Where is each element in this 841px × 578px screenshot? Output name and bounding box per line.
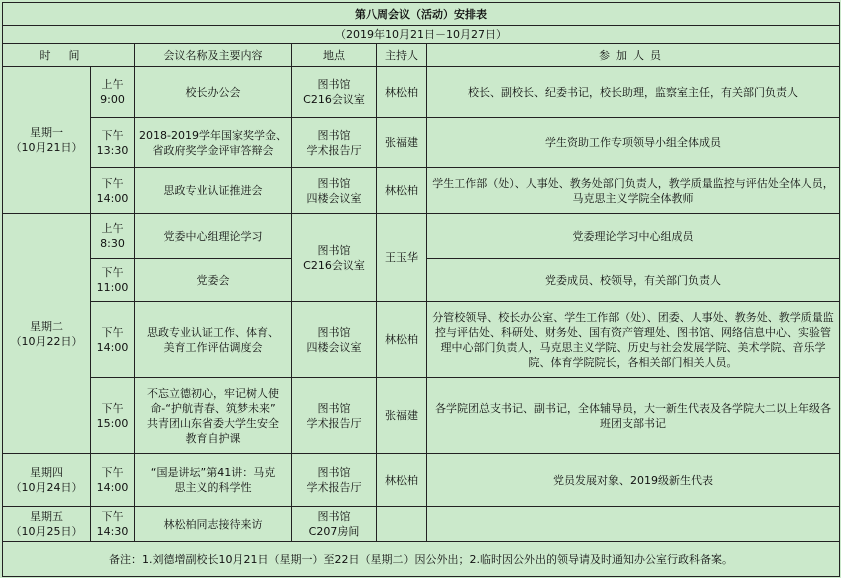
time: 8:30 bbox=[100, 237, 125, 250]
day-date: （10月24日） bbox=[10, 481, 83, 494]
location-line: 图书馆 bbox=[317, 176, 351, 190]
attendees-cell: 党委理论学习中心组成员 bbox=[427, 214, 840, 259]
header-location: 地点 bbox=[292, 44, 377, 67]
period: 上午 bbox=[101, 222, 124, 235]
period: 下午 bbox=[101, 325, 124, 339]
meeting-line: 省政府奖学金评审答辩会 bbox=[152, 143, 274, 157]
location-line: 学术报告厅 bbox=[306, 416, 362, 430]
table-row bbox=[3, 118, 840, 168]
header-time: 时间 bbox=[3, 44, 135, 67]
meeting-line: 思政专业认证推进会 bbox=[163, 184, 263, 197]
location-line: 四楼会议室 bbox=[306, 191, 362, 205]
meeting-line: 美育工作评估调度会 bbox=[163, 340, 263, 354]
time-cell bbox=[91, 168, 135, 214]
location-line: C216会议室 bbox=[303, 93, 365, 106]
time: 14:30 bbox=[96, 525, 129, 538]
period: 下午 bbox=[101, 466, 124, 479]
table-row bbox=[3, 454, 840, 507]
table-row bbox=[3, 214, 840, 259]
location-cell bbox=[292, 507, 377, 542]
meeting-cell bbox=[135, 259, 292, 302]
location-line: 图书馆 bbox=[317, 401, 351, 415]
time-cell bbox=[91, 454, 135, 507]
day-date: （10月21日） bbox=[10, 141, 83, 154]
attendees-cell: 校长、副校长、纪委书记，校长助理，监察室主任，有关部门负责人 bbox=[427, 67, 840, 118]
period: 上午 bbox=[101, 78, 124, 91]
host-cell: 林松柏 bbox=[377, 168, 427, 214]
meeting-cell bbox=[135, 214, 292, 259]
period: 下午 bbox=[101, 176, 124, 190]
time-cell bbox=[91, 214, 135, 259]
time-cell bbox=[91, 378, 135, 454]
meeting-cell bbox=[135, 67, 292, 118]
time-cell bbox=[91, 67, 135, 118]
table-row bbox=[3, 378, 840, 454]
day-cell bbox=[3, 454, 91, 507]
host-cell: 张福建 bbox=[377, 378, 427, 454]
location-line: 学术报告厅 bbox=[306, 143, 362, 157]
location-line: C216会议室 bbox=[303, 258, 365, 272]
meeting-line: 林松柏同志接待来访 bbox=[163, 517, 263, 531]
meeting-line: 共青团山东省委大学生安全 bbox=[147, 416, 279, 430]
location-line: 图书馆 bbox=[317, 510, 351, 523]
location-cell bbox=[292, 454, 377, 507]
location-line: 图书馆 bbox=[317, 325, 351, 339]
day-name: 星期四 bbox=[30, 466, 63, 479]
day-cell bbox=[3, 214, 91, 454]
page-title: 第八周会议（活动）安排表 bbox=[3, 3, 840, 26]
meeting-line: 思政专业认证工作、体育、 bbox=[147, 325, 279, 339]
period: 下午 bbox=[101, 128, 124, 142]
location-cell bbox=[292, 118, 377, 168]
location-line: 四楼会议室 bbox=[306, 340, 362, 354]
day-cell bbox=[3, 507, 91, 542]
location-cell bbox=[292, 302, 377, 378]
period: 下午 bbox=[101, 510, 124, 523]
meeting-cell bbox=[135, 454, 292, 507]
time: 9:00 bbox=[100, 93, 125, 106]
location-cell bbox=[292, 378, 377, 454]
header-host: 主持人 bbox=[377, 44, 427, 67]
time: 11:00 bbox=[96, 281, 129, 294]
table-row bbox=[3, 168, 840, 214]
schedule-table bbox=[2, 2, 840, 577]
meeting-line: 党委会 bbox=[196, 273, 230, 287]
header-row bbox=[3, 44, 840, 67]
day-cell bbox=[3, 67, 91, 214]
day-date: （10月22日） bbox=[10, 334, 83, 348]
meeting-cell bbox=[135, 118, 292, 168]
location-line: C207房间 bbox=[308, 525, 360, 538]
time: 14:00 bbox=[96, 481, 129, 494]
time-cell bbox=[91, 302, 135, 378]
day-name: 星期一 bbox=[30, 126, 63, 139]
host-cell: 林松柏 bbox=[377, 302, 427, 378]
meeting-cell bbox=[135, 378, 292, 454]
location-cell bbox=[292, 67, 377, 118]
meeting-line: 教育自护课 bbox=[185, 431, 241, 445]
meeting-line: 命-“护航青春、筑梦未来” bbox=[150, 401, 276, 415]
location-line: 学术报告厅 bbox=[306, 481, 362, 494]
meeting-cell bbox=[135, 168, 292, 214]
footnote: 备注：1.刘德增副校长10月21日（星期一）至22日（星期二）因公外出；2.临时因公外出的领导请及时通知办公室行政科备案。 bbox=[3, 542, 840, 577]
attendees-cell: 学生工作部（处）、人事处、教务处部门负责人，教学质量监控与评估处全体人员，马克思主义学院全体教师 bbox=[427, 168, 840, 214]
header-attendees: 参加人员 bbox=[427, 44, 840, 67]
day-date: （10月25日） bbox=[10, 525, 83, 538]
location-line: 图书馆 bbox=[317, 243, 351, 257]
period: 下午 bbox=[101, 266, 124, 279]
meeting-line: “国是讲坛”第41讲：马克 bbox=[150, 466, 276, 479]
meeting-line: 党委中心组理论学习 bbox=[163, 229, 263, 243]
attendees-cell: 党委成员、校领导，有关部门负责人 bbox=[427, 259, 840, 302]
meeting-cell bbox=[135, 507, 292, 542]
day-name: 星期二 bbox=[30, 319, 63, 333]
time-cell bbox=[91, 118, 135, 168]
time: 13:30 bbox=[96, 143, 129, 157]
attendees-cell: 分管校领导、校长办公室、学生工作部（处）、团委、人事处、教务处、教学质量监控与评估处、科研处、财务处、国有资产管理处、图书馆、网络信息中心、实验管理中心部门负责人，马克思主义学院、历史与社会发展学院、美术学院、音乐学院、体育学院院长，各相关部门相关人员。 bbox=[427, 302, 840, 378]
table-row bbox=[3, 507, 840, 542]
time-cell bbox=[91, 507, 135, 542]
meeting-line: 思主义的科学性 bbox=[174, 481, 252, 494]
host-cell: 张福建 bbox=[377, 118, 427, 168]
time: 15:00 bbox=[96, 416, 129, 430]
location-cell bbox=[292, 214, 377, 302]
meeting-line: 校长办公会 bbox=[185, 85, 241, 99]
day-name: 星期五 bbox=[30, 510, 63, 523]
host-cell: 林松柏 bbox=[377, 67, 427, 118]
attendees-cell bbox=[427, 507, 840, 542]
date-range: （2019年10月21日－10月27日） bbox=[3, 26, 840, 44]
time: 14:00 bbox=[96, 191, 129, 205]
meeting-line: 2018-2019学年国家奖学金、 bbox=[139, 128, 287, 142]
host-cell bbox=[377, 507, 427, 542]
table-row bbox=[3, 302, 840, 378]
period: 下午 bbox=[101, 401, 124, 415]
attendees-cell: 各学院团总支书记、副书记，全体辅导员，大一新生代表及各学院大二以上年级各班团支部书记 bbox=[427, 378, 840, 454]
location-line: 图书馆 bbox=[317, 128, 351, 142]
location-cell bbox=[292, 168, 377, 214]
location-line: 图书馆 bbox=[317, 78, 351, 91]
host-cell: 林松柏 bbox=[377, 454, 427, 507]
meeting-cell bbox=[135, 302, 292, 378]
attendees-cell: 学生资助工作专项领导小组全体成员 bbox=[427, 118, 840, 168]
table-row bbox=[3, 67, 840, 118]
time: 14:00 bbox=[96, 340, 129, 354]
location-line: 图书馆 bbox=[317, 466, 351, 479]
host-cell: 王玉华 bbox=[377, 214, 427, 302]
header-meeting: 会议名称及主要内容 bbox=[135, 44, 292, 67]
time-cell bbox=[91, 259, 135, 302]
attendees-cell: 党员发展对象、2019级新生代表 bbox=[427, 454, 840, 507]
meeting-line: 不忘立德初心，牢记树人使 bbox=[147, 386, 279, 400]
